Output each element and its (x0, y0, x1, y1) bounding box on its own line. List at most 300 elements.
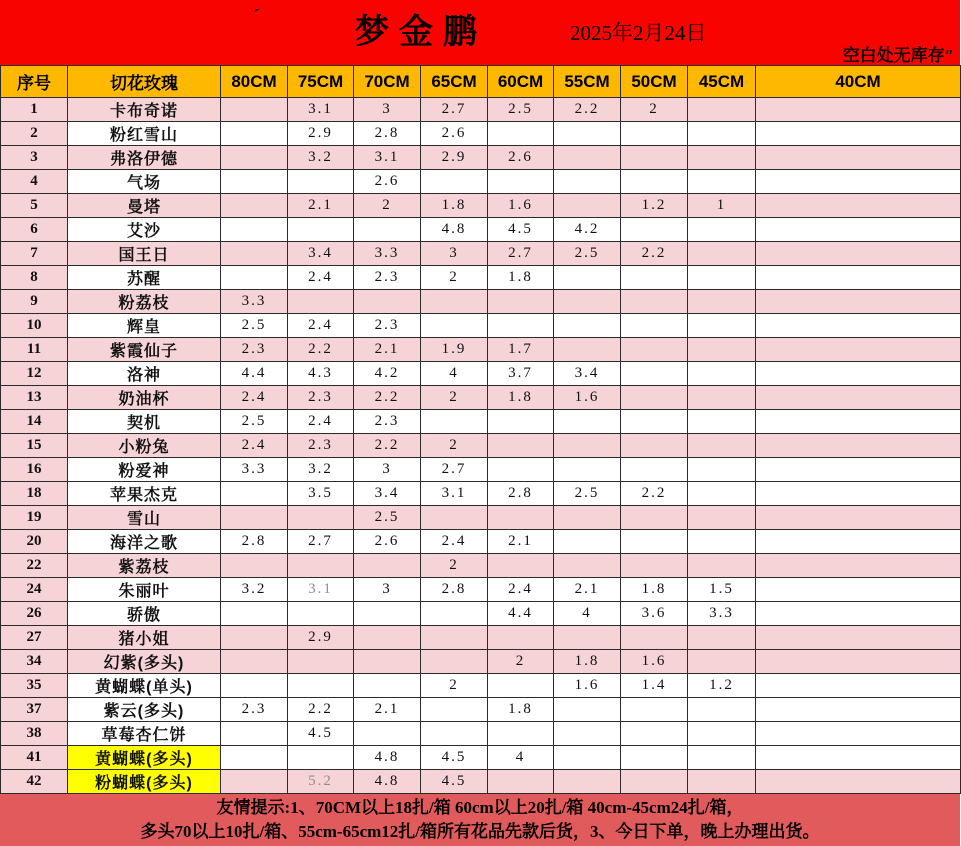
price-cell-55cm (554, 722, 621, 746)
price-cell-45cm: 1 (688, 194, 756, 218)
price-cell-80cm: 2.3 (221, 698, 288, 722)
price-cell-45cm: 1.2 (688, 674, 756, 698)
price-cell-75cm: 2.3 (288, 434, 354, 458)
table-row (1, 554, 961, 578)
price-cell-75cm (288, 170, 354, 194)
price-cell-80cm (221, 650, 288, 674)
price-cell-40cm (756, 506, 961, 530)
price-cell-40cm (756, 602, 961, 626)
row-number: 18 (1, 482, 68, 506)
price-cell-50cm (621, 746, 688, 770)
price-cell-50cm (621, 122, 688, 146)
flower-name: 气场 (68, 170, 221, 194)
price-cell-80cm (221, 746, 288, 770)
price-cell-55cm: 4.2 (554, 218, 621, 242)
price-cell-45cm (688, 458, 756, 482)
price-cell-80cm (221, 98, 288, 122)
price-cell-75cm: 3.2 (288, 146, 354, 170)
price-cell-70cm: 2.3 (354, 314, 421, 338)
price-cell-55cm (554, 266, 621, 290)
flower-name: 曼塔 (68, 194, 221, 218)
table-row (1, 722, 961, 746)
price-cell-50cm: 1.6 (621, 650, 688, 674)
price-cell-70cm: 4.8 (354, 746, 421, 770)
price-cell-65cm: 3.1 (421, 482, 488, 506)
row-number: 20 (1, 530, 68, 554)
price-cell-70cm: 4.8 (354, 770, 421, 794)
price-cell-65cm (421, 506, 488, 530)
row-number: 1 (1, 98, 68, 122)
row-number: 35 (1, 674, 68, 698)
price-cell-45cm (688, 770, 756, 794)
price-cell-65cm: 2 (421, 386, 488, 410)
price-cell-80cm (221, 242, 288, 266)
table-row (1, 410, 961, 434)
price-cell-45cm (688, 314, 756, 338)
price-cell-75cm: 2.2 (288, 698, 354, 722)
row-number: 2 (1, 122, 68, 146)
price-cell-80cm: 2.5 (221, 314, 288, 338)
price-cell-40cm (756, 194, 961, 218)
table-header (1, 66, 961, 98)
price-cell-50cm (621, 290, 688, 314)
price-cell-60cm (488, 434, 554, 458)
price-cell-75cm: 5.2 (288, 770, 354, 794)
footer-notice (0, 794, 960, 846)
price-cell-70cm: 3 (354, 98, 421, 122)
price-cell-45cm (688, 386, 756, 410)
price-cell-75cm: 3.5 (288, 482, 354, 506)
price-cell-65cm (421, 626, 488, 650)
price-cell-65cm (421, 698, 488, 722)
table-row (1, 242, 961, 266)
price-cell-45cm: 3.3 (688, 602, 756, 626)
row-number: 37 (1, 698, 68, 722)
price-cell-80cm: 2.4 (221, 434, 288, 458)
table-row (1, 362, 961, 386)
price-cell-80cm (221, 194, 288, 218)
row-number: 26 (1, 602, 68, 626)
column-header-切花玫瑰: 切花玫瑰 (68, 66, 221, 98)
price-cell-45cm (688, 410, 756, 434)
price-cell-80cm: 3.3 (221, 458, 288, 482)
price-cell-55cm (554, 146, 621, 170)
price-cell-50cm (621, 146, 688, 170)
price-cell-40cm (756, 386, 961, 410)
price-cell-55cm (554, 290, 621, 314)
price-cell-60cm: 1.8 (488, 698, 554, 722)
price-cell-55cm (554, 770, 621, 794)
table-row (1, 650, 961, 674)
price-cell-45cm (688, 746, 756, 770)
column-header-序号: 序号 (1, 66, 68, 98)
price-cell-40cm (756, 218, 961, 242)
price-cell-70cm (354, 218, 421, 242)
price-cell-55cm (554, 194, 621, 218)
row-number: 5 (1, 194, 68, 218)
flower-name: 艾沙 (68, 218, 221, 242)
price-cell-60cm: 2 (488, 650, 554, 674)
price-cell-40cm (756, 122, 961, 146)
price-cell-60cm (488, 314, 554, 338)
price-cell-50cm (621, 554, 688, 578)
price-cell-65cm (421, 314, 488, 338)
price-cell-50cm (621, 386, 688, 410)
row-number: 38 (1, 722, 68, 746)
price-cell-80cm: 2.8 (221, 530, 288, 554)
price-cell-55cm (554, 314, 621, 338)
price-cell-75cm (288, 506, 354, 530)
price-cell-55cm (554, 410, 621, 434)
price-table (0, 65, 961, 794)
price-cell-55cm (554, 506, 621, 530)
price-cell-40cm (756, 290, 961, 314)
footer-line-2: 多头70以上10扎/箱、55cm-65cm12扎/箱所有花品先款后货，3、今日下单，晚上办理出货。 (140, 822, 820, 841)
price-cell-60cm: 4.5 (488, 218, 554, 242)
price-cell-65cm (421, 602, 488, 626)
price-cell-65cm (421, 650, 488, 674)
row-number: 8 (1, 266, 68, 290)
table-row (1, 770, 961, 794)
row-number: 16 (1, 458, 68, 482)
price-cell-60cm (488, 170, 554, 194)
flower-name: 紫霞仙子 (68, 338, 221, 362)
price-cell-75cm (288, 650, 354, 674)
price-cell-60cm (488, 458, 554, 482)
price-cell-75cm: 2.9 (288, 122, 354, 146)
price-cell-80cm (221, 266, 288, 290)
price-cell-75cm (288, 290, 354, 314)
price-cell-50cm (621, 170, 688, 194)
price-cell-80cm: 2.5 (221, 410, 288, 434)
price-cell-50cm: 1.4 (621, 674, 688, 698)
row-number: 19 (1, 506, 68, 530)
price-cell-75cm: 3.1 (288, 578, 354, 602)
row-number: 9 (1, 290, 68, 314)
price-cell-40cm (756, 338, 961, 362)
column-header-50cm: 50CM (621, 66, 688, 98)
flower-name: 草莓杏仁饼 (68, 722, 221, 746)
flower-name: 粉荔枝 (68, 290, 221, 314)
price-cell-65cm: 2.7 (421, 98, 488, 122)
price-cell-70cm (354, 722, 421, 746)
price-cell-60cm: 2.1 (488, 530, 554, 554)
price-cell-50cm (621, 434, 688, 458)
price-cell-45cm (688, 362, 756, 386)
flower-name: 卡布奇诺 (68, 98, 221, 122)
table-row (1, 170, 961, 194)
price-cell-60cm: 2.6 (488, 146, 554, 170)
no-stock-note: 空白处无库存″ (842, 46, 954, 65)
price-cell-50cm: 3.6 (621, 602, 688, 626)
price-cell-70cm (354, 674, 421, 698)
flower-name: 粉爱神 (68, 458, 221, 482)
price-cell-40cm (756, 698, 961, 722)
price-cell-50cm (621, 314, 688, 338)
flower-name: 奶油杯 (68, 386, 221, 410)
price-cell-75cm (288, 602, 354, 626)
price-cell-55cm: 1.8 (554, 650, 621, 674)
price-cell-55cm: 2.5 (554, 242, 621, 266)
price-cell-45cm (688, 506, 756, 530)
price-cell-60cm: 2.8 (488, 482, 554, 506)
table-row (1, 506, 961, 530)
price-cell-80cm: 2.4 (221, 386, 288, 410)
flower-name: 小粉兔 (68, 434, 221, 458)
price-cell-75cm (288, 218, 354, 242)
column-header-55cm: 55CM (554, 66, 621, 98)
price-cell-40cm (756, 530, 961, 554)
price-cell-45cm (688, 218, 756, 242)
price-cell-70cm: 3.4 (354, 482, 421, 506)
price-cell-65cm: 4.5 (421, 746, 488, 770)
price-cell-65cm: 2 (421, 554, 488, 578)
price-cell-55cm: 4 (554, 602, 621, 626)
row-number: 24 (1, 578, 68, 602)
price-cell-80cm: 3.3 (221, 290, 288, 314)
price-cell-60cm: 1.8 (488, 386, 554, 410)
price-cell-40cm (756, 362, 961, 386)
price-cell-65cm: 4.5 (421, 770, 488, 794)
price-cell-60cm (488, 122, 554, 146)
price-cell-80cm (221, 506, 288, 530)
price-cell-65cm: 2 (421, 434, 488, 458)
price-cell-80cm (221, 146, 288, 170)
price-cell-60cm (488, 290, 554, 314)
column-header-65cm: 65CM (421, 66, 488, 98)
price-cell-55cm: 1.6 (554, 674, 621, 698)
price-cell-65cm: 2.9 (421, 146, 488, 170)
price-cell-45cm (688, 722, 756, 746)
price-cell-40cm (756, 482, 961, 506)
price-cell-60cm: 2.4 (488, 578, 554, 602)
price-cell-45cm (688, 242, 756, 266)
price-cell-60cm (488, 506, 554, 530)
flower-name: 辉皇 (68, 314, 221, 338)
price-cell-60cm (488, 554, 554, 578)
price-cell-70cm: 2.1 (354, 338, 421, 362)
price-cell-45cm (688, 434, 756, 458)
price-cell-55cm (554, 338, 621, 362)
price-cell-55cm (554, 746, 621, 770)
flower-name: 黄蝴蝶(单头) (68, 674, 221, 698)
price-cell-50cm: 2.2 (621, 482, 688, 506)
price-cell-65cm: 4 (421, 362, 488, 386)
price-cell-80cm (221, 674, 288, 698)
price-cell-70cm (354, 626, 421, 650)
price-cell-75cm: 3.2 (288, 458, 354, 482)
price-cell-55cm (554, 698, 621, 722)
price-cell-65cm: 2.4 (421, 530, 488, 554)
price-cell-45cm (688, 338, 756, 362)
price-cell-65cm (421, 290, 488, 314)
price-cell-80cm (221, 218, 288, 242)
row-number: 3 (1, 146, 68, 170)
row-number: 7 (1, 242, 68, 266)
column-header-75cm: 75CM (288, 66, 354, 98)
row-number: 13 (1, 386, 68, 410)
price-cell-60cm: 1.7 (488, 338, 554, 362)
price-cell-50cm (621, 218, 688, 242)
price-cell-45cm (688, 482, 756, 506)
price-cell-45cm (688, 530, 756, 554)
price-cell-70cm: 2.3 (354, 266, 421, 290)
price-cell-70cm: 3.1 (354, 146, 421, 170)
price-cell-45cm (688, 290, 756, 314)
price-cell-70cm: 2 (354, 194, 421, 218)
flower-name: 雪山 (68, 506, 221, 530)
price-cell-80cm (221, 482, 288, 506)
price-cell-40cm (756, 626, 961, 650)
column-header-60cm: 60CM (488, 66, 554, 98)
price-cell-70cm: 3 (354, 578, 421, 602)
price-cell-55cm (554, 434, 621, 458)
flower-name: 契机 (68, 410, 221, 434)
price-cell-55cm: 2.1 (554, 578, 621, 602)
price-cell-65cm: 2 (421, 674, 488, 698)
price-cell-80cm (221, 722, 288, 746)
table-row (1, 578, 961, 602)
price-cell-50cm (621, 266, 688, 290)
price-cell-75cm: 2.4 (288, 314, 354, 338)
price-cell-60cm: 2.7 (488, 242, 554, 266)
row-number: 11 (1, 338, 68, 362)
price-cell-50cm (621, 626, 688, 650)
flower-name: 幻紫(多头) (68, 650, 221, 674)
table-row (1, 218, 961, 242)
price-cell-40cm (756, 98, 961, 122)
price-cell-75cm: 2.2 (288, 338, 354, 362)
price-cell-50cm (621, 722, 688, 746)
price-cell-70cm: 2.6 (354, 170, 421, 194)
price-cell-45cm (688, 554, 756, 578)
price-cell-70cm: 2.6 (354, 530, 421, 554)
price-cell-55cm: 2.5 (554, 482, 621, 506)
price-cell-75cm: 2.4 (288, 410, 354, 434)
column-header-45cm: 45CM (688, 66, 756, 98)
price-cell-70cm: 2.1 (354, 698, 421, 722)
table-row (1, 698, 961, 722)
price-cell-45cm: 1.5 (688, 578, 756, 602)
price-cell-60cm: 2.5 (488, 98, 554, 122)
flower-name: 紫荔枝 (68, 554, 221, 578)
price-cell-40cm (756, 650, 961, 674)
price-cell-70cm: 3 (354, 458, 421, 482)
price-cell-70cm: 4.2 (354, 362, 421, 386)
price-cell-60cm (488, 722, 554, 746)
flower-name: 骄傲 (68, 602, 221, 626)
price-cell-60cm (488, 626, 554, 650)
price-cell-50cm (621, 698, 688, 722)
price-cell-60cm: 1.8 (488, 266, 554, 290)
price-cell-50cm (621, 530, 688, 554)
price-cell-50cm (621, 410, 688, 434)
price-cell-80cm: 2.3 (221, 338, 288, 362)
price-cell-45cm (688, 170, 756, 194)
price-cell-75cm: 3.1 (288, 98, 354, 122)
price-cell-60cm (488, 770, 554, 794)
table-row (1, 482, 961, 506)
table-row (1, 746, 961, 770)
price-cell-65cm: 2 (421, 266, 488, 290)
table-row (1, 458, 961, 482)
price-cell-75cm (288, 674, 354, 698)
footer-line-1: 友情提示:1、70CM以上18扎/箱 60cm以上20扎/箱 40cm-45cm24扎/箱， (216, 798, 744, 817)
price-cell-80cm (221, 626, 288, 650)
price-cell-55cm (554, 170, 621, 194)
price-cell-70cm: 3.3 (354, 242, 421, 266)
flower-name: 猪小姐 (68, 626, 221, 650)
price-cell-55cm (554, 122, 621, 146)
price-cell-50cm: 1.8 (621, 578, 688, 602)
row-number: 10 (1, 314, 68, 338)
price-cell-65cm: 2.8 (421, 578, 488, 602)
price-cell-55cm (554, 530, 621, 554)
flower-name: 弗洛伊德 (68, 146, 221, 170)
flower-name: 海洋之歌 (68, 530, 221, 554)
price-cell-65cm: 1.9 (421, 338, 488, 362)
column-header-40cm: 40CM (756, 66, 961, 98)
price-cell-65cm (421, 170, 488, 194)
price-cell-45cm (688, 98, 756, 122)
row-number: 12 (1, 362, 68, 386)
price-cell-50cm (621, 770, 688, 794)
price-cell-75cm: 2.7 (288, 530, 354, 554)
price-cell-60cm: 4.4 (488, 602, 554, 626)
table-row (1, 266, 961, 290)
price-cell-80cm: 4.4 (221, 362, 288, 386)
table-row (1, 98, 961, 122)
row-number: 4 (1, 170, 68, 194)
price-cell-75cm (288, 554, 354, 578)
banner (0, 0, 960, 65)
price-cell-70cm: 2.8 (354, 122, 421, 146)
date-label: 2025年2月24日 (570, 21, 707, 45)
price-cell-45cm (688, 122, 756, 146)
table-row (1, 338, 961, 362)
price-cell-70cm: 2.5 (354, 506, 421, 530)
price-cell-60cm: 4 (488, 746, 554, 770)
table-row (1, 434, 961, 458)
price-cell-45cm (688, 266, 756, 290)
flower-name: 洛神 (68, 362, 221, 386)
price-cell-80cm (221, 122, 288, 146)
price-cell-40cm (756, 554, 961, 578)
table-row (1, 386, 961, 410)
flower-name: 苏醒 (68, 266, 221, 290)
column-header-80cm: 80CM (221, 66, 288, 98)
price-cell-55cm (554, 554, 621, 578)
table-row (1, 602, 961, 626)
price-cell-65cm (421, 722, 488, 746)
flower-name: 苹果杰克 (68, 482, 221, 506)
table-row (1, 626, 961, 650)
row-number: 27 (1, 626, 68, 650)
row-number: 41 (1, 746, 68, 770)
flower-name: 朱丽叶 (68, 578, 221, 602)
price-cell-40cm (756, 266, 961, 290)
flower-name: 粉蝴蝶(多头) (68, 770, 221, 794)
price-cell-70cm: 2.2 (354, 386, 421, 410)
table-row (1, 314, 961, 338)
price-cell-60cm: 1.6 (488, 194, 554, 218)
price-cell-50cm (621, 506, 688, 530)
table-row (1, 146, 961, 170)
row-number: 22 (1, 554, 68, 578)
price-cell-80cm: 3.2 (221, 578, 288, 602)
row-number: 14 (1, 410, 68, 434)
price-cell-70cm (354, 554, 421, 578)
